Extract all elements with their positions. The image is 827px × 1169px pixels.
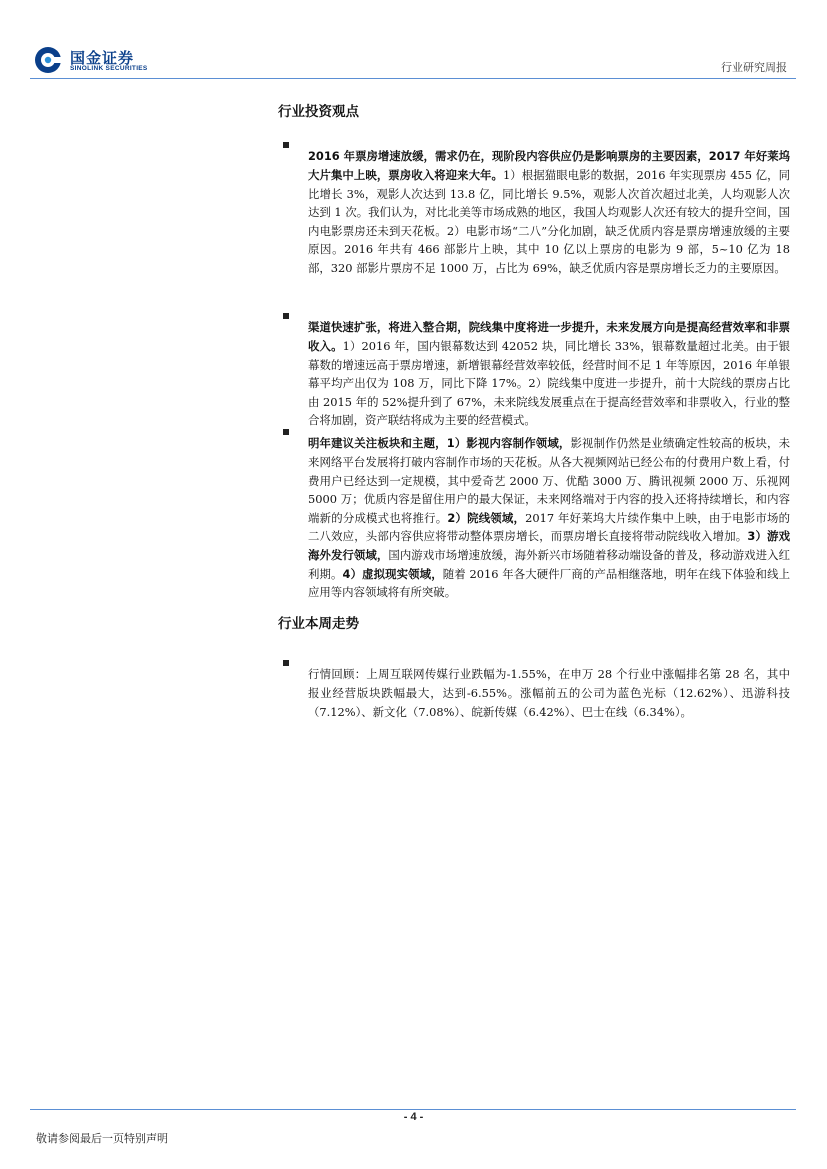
paragraph [308,665,790,721]
logo-mark-icon [34,46,62,74]
header-divider [30,78,796,79]
list-item [278,654,790,733]
logo-english-text: SINOLINK SECURITIES [70,65,148,72]
bullet-subhead: 3）游戏海外发行领域， [308,529,790,562]
bullet-body: 影视制作仍然是业绩确定性较高的板块，未来网络平台发展将打破内容制作市场的天花板。从各大视频网站已经公布的付费用户数上看，付费用户已经达到一定规模，其中爱奇艺 2000 万、优酷 3000 万、腾讯视频 2000 万、乐视网 5000 万；优质内容是留住用户的最大保证，未来网络端对于内容的投入还将持续增长，和内容端新的分成模式也将推行。 [308,436,790,525]
footer-disclaimer: 敬请参阅最后一页特别声明 [36,1132,168,1145]
logo-chinese-text: 国金证券 [70,49,135,67]
bullet-body: 行情回顾：上周互联网传媒行业跌幅为-1.55%，在申万 28 个行业中涨幅排名第 28 名，其中报业经营版块跌幅最大，达到-6.55%。涨幅前五的公司为蓝色光标（12.62%）、迅游科技（7.12%）、新文化（7.08%）、皖新传媒（6.42%）、巴士在线（6.34%）。 [308,667,790,719]
section-title-weekly-trend: 行业本周走势 [278,616,359,632]
page-number: - 4 - [403,1111,424,1123]
bullet-body: 1）2016 年，国内银幕数达到 42052 块，同比增长 33%，银幕数量超过北美。由于银幕数的增速远高于票房增速，新增银幕经营效率较低，经营时间不足 1 年等原因，2016 年单银幕平均产出仅为 108 万，同比下降 17%。2）院线集中度进一步提升，前十大院线的票房占比由 2015 年的 52%提升到了 67%，未来院线发展重点在于提高经营效率和非票收入，行业的整合将加剧，资产联结将成为主要的经营模式。 [308,338,790,428]
section-title-investment-views: 行业投资观点 [278,104,359,120]
bullet-square-icon [283,429,289,435]
bullet-square-icon [283,660,289,666]
report-type-label: 行业研究周报 [721,61,787,74]
bullet-subhead: 4）虚拟现实领域， [342,566,443,581]
list-item [278,307,790,441]
bullet-body: 1）根据猫眼电影的数据，2016 年实现票房 455 亿，同比增长 3%，观影人次达到 13.8 亿，同比增长 9.5%，观影人次首次超过北美，人均观影人次达到 1 次。我们认为，对比北美等市场成熟的地区，我国人均观影人次还有较大的提升空间，国内电影票房还未到天花板。2）电影市场“二八”分化加剧，缺乏优质内容是票房增速放缓的主要原因。2016 年共有 466 部影片上映，其中 10 亿以上票房的电影为 9 部，5~10 亿为 18 部，320 部影片票房不足 1000 万，占比为 69%，缺乏优质内容是票房增长乏力的主要原因。 [308,167,790,275]
bullet-body: 国内游戏市场增速放缓，海外新兴市场随着移动端设备的普及，移动游戏进入红利期。 [308,547,790,581]
list-item [278,136,790,289]
bullet-body: 随着 2016 年各大硬件厂商的产品相继落地，明年在线下体验和线上应用等内容领域将有所突破。 [308,566,790,600]
footer-divider [30,1109,796,1110]
company-logo [34,46,164,76]
paragraph [308,147,790,277]
bullet-body: 2017 年好莱坞大片续作集中上映，由于电影市场的二八效应，头部内容供应将带动整体票房增长，而票房增长直接将带动院线收入增加。 [308,510,790,544]
bullet-lead: 2016 年票房增速放缓，需求仍在，现阶段内容供应仍是影响票房的主要因素，2017 年好莱坞大片集中上映，票房收入将迎来大年。 [308,149,790,182]
bullet-lead: 明年建议关注板块和主题，1）影视内容制作领域， [308,436,571,451]
bullet-lead: 渠道快速扩张，将进入整合期，院线集中度将进一步提升，未来发展方向是提高经营效率和非票收入。 [308,320,790,353]
paragraph [308,318,790,430]
bullet-square-icon [283,313,289,319]
list-item [278,423,790,613]
page-header [0,0,827,80]
bullet-square-icon [283,142,289,148]
paragraph [308,434,790,601]
bullet-subhead: 2）院线领域， [447,510,526,525]
